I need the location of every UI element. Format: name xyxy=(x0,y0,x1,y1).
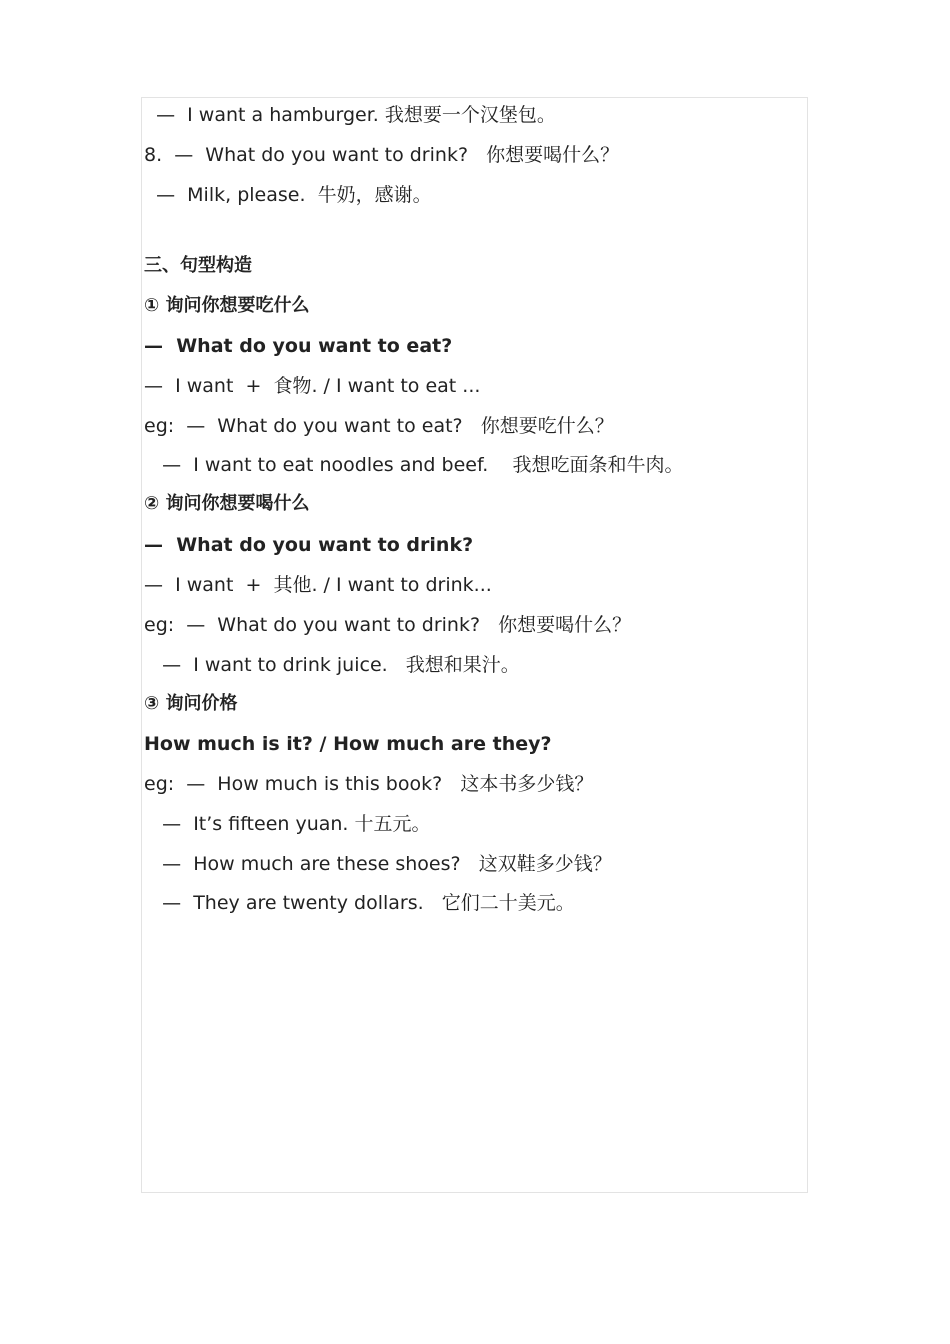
subheading-ask-drink: ② 询问你想要喝什么 xyxy=(144,493,310,514)
example-question-drink: eg: — What do you want to drink? 你想要喝什么？ xyxy=(144,614,632,636)
example-answer-shoes: — They are twenty dollars. 它们二十美元。 xyxy=(144,892,575,914)
example-question-shoes: — How much are these shoes? 这双鞋多少钱？ xyxy=(144,853,612,875)
example-answer-drink: — I want to drink juice. 我想和果汁。 xyxy=(144,654,520,676)
pattern-question-eat: — What do you want to eat? xyxy=(144,335,453,357)
text-line-item-8-question: 8. — What do you want to drink? 你想要喝什么？ xyxy=(144,144,620,166)
example-question-eat: eg: — What do you want to eat? 你想要吃什么？ xyxy=(144,415,614,437)
pattern-answer-drink: — I want + 其他. / I want to drink... xyxy=(144,574,492,596)
text-line-answer-milk: — Milk, please. 牛奶，感谢。 xyxy=(144,184,432,206)
pattern-question-drink: — What do you want to drink? xyxy=(144,534,474,556)
subheading-ask-eat: ① 询问你想要吃什么 xyxy=(144,295,310,316)
subheading-ask-price: ③ 询问价格 xyxy=(144,693,238,714)
section-heading: 三、句型构造 xyxy=(144,255,252,276)
example-answer-eat: — I want to eat noodles and beef. 我想吃面条和牛肉。 xyxy=(144,454,684,476)
pattern-question-price: How much is it? / How much are they? xyxy=(144,733,552,755)
example-answer-book: — It’s fifteen yuan. 十五元。 xyxy=(144,813,431,835)
example-question-book: eg: — How much is this book? 这本书多少钱？ xyxy=(144,773,594,795)
text-line-answer-hamburger: — I want a hamburger. 我想要一个汉堡包。 xyxy=(144,104,556,126)
pattern-answer-eat: — I want + 食物. / I want to eat ... xyxy=(144,375,481,397)
